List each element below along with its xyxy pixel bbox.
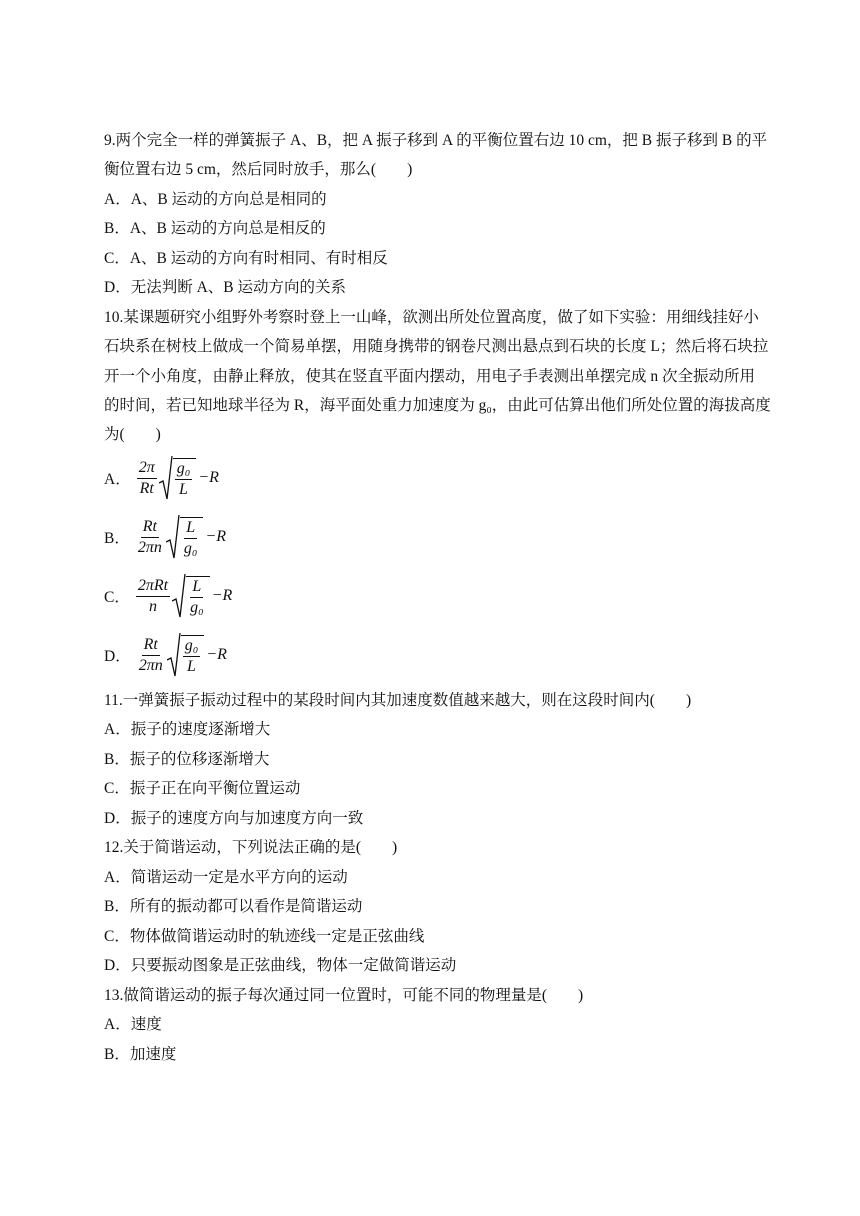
- option-label: A．: [104, 471, 131, 488]
- q11-stem: 11.一弹簧振子振动过程中的某段时间内其加速度数值越来越大，则在这段时间内( ): [104, 692, 692, 709]
- formula: [137, 455, 219, 501]
- fraction-denominator: L: [179, 480, 188, 498]
- coefficient-fraction: [136, 518, 164, 557]
- q11-option-d: D．振子的速度方向与加速度方向一致: [104, 810, 364, 827]
- q10-stem-line1: 10.某课题研究小组野外考察时登上一山峰，欲测出所处位置高度，做了如下实验：用细线挂好小: [104, 309, 759, 326]
- q10-stem-line2: 石块系在树枝上做成一个简易单摆，用随身携带的钢卷尺测出悬点到石块的长度 L；然后将石块拉: [104, 338, 769, 355]
- fraction-denominator: g₀: [183, 539, 198, 557]
- q10-stem-line3: 开一个小角度，由静止释放，使其在竖直平面内摆动，用电子手表测出单摆完成 n 次全振动所用: [104, 368, 756, 385]
- fraction-numerator: g₀: [183, 637, 201, 657]
- coefficient-fraction: [137, 459, 157, 498]
- formula-tail: −R: [198, 469, 219, 486]
- coefficient-fraction: [137, 636, 165, 675]
- q9-option-a: A．A、B 运动的方向总是相同的: [104, 191, 327, 208]
- formula: [137, 632, 227, 678]
- radical-sign-icon: [172, 573, 186, 619]
- formula-tail: −R: [206, 646, 227, 663]
- q11-option-c: C．振子正在向平衡位置运动: [104, 780, 301, 797]
- radical-sign-icon: [166, 514, 180, 560]
- q10-option-d: [104, 629, 227, 681]
- q10-option-a: [104, 452, 219, 504]
- coefficient-fraction: [136, 577, 170, 616]
- option-label: D．: [104, 648, 131, 665]
- q12-option-a: A．简谐运动一定是水平方向的运动: [104, 869, 348, 886]
- fraction-denominator: 2πn: [137, 538, 162, 556]
- q9-stem-line2: 衡位置右边 5 cm，然后同时放手，那么( ): [104, 161, 413, 178]
- q13-stem: 13.做简谐运动的振子每次通过同一位置时，可能不同的物理量是( ): [104, 987, 584, 1004]
- root-fraction: [175, 460, 193, 499]
- root-fraction: [183, 637, 201, 676]
- radical-sign-icon: [159, 455, 173, 501]
- q11-option-b: B．振子的位移逐渐增大: [104, 751, 270, 768]
- q9-option-d: D．无法判断 A、B 运动方向的关系: [104, 279, 346, 296]
- square-root: [166, 514, 204, 560]
- option-label: B．: [104, 530, 130, 547]
- q10-option-c: [104, 570, 232, 622]
- q9-option-c: C．A、B 运动的方向有时相同、有时相反: [104, 250, 388, 267]
- formula-tail: −R: [211, 587, 233, 604]
- root-fraction: [188, 578, 206, 617]
- fraction-denominator: g₀: [190, 598, 204, 616]
- q13-option-b: B．加速度: [104, 1046, 177, 1063]
- q13-option-a: A．速度: [104, 1016, 162, 1033]
- square-root: [159, 455, 197, 501]
- radical-sign-icon: [167, 632, 181, 678]
- q12-option-d: D．只要振动图象是正弦曲线，物体一定做简谐运动: [104, 957, 457, 974]
- q12-option-c: C．物体做简谐运动时的轨迹线一定是正弦曲线: [104, 928, 425, 945]
- q9-stem-line1: 9.两个完全一样的弹簧振子 A、B，把 A 振子移到 A 的平衡位置右边 10 cm，把 B 振子移到 B 的平: [104, 132, 768, 149]
- fraction-numerator: Rt: [141, 518, 159, 538]
- formula-tail: −R: [205, 528, 226, 545]
- fraction-denominator: 2πn: [138, 656, 163, 674]
- root-fraction: [182, 519, 200, 558]
- formula: [136, 573, 232, 619]
- fraction-denominator: L: [187, 657, 196, 675]
- fraction-numerator: 2π: [137, 459, 157, 479]
- q12-stem: 12.关于简谐运动，下列说法正确的是( ): [104, 839, 398, 856]
- fraction-numerator: g₀: [175, 460, 193, 480]
- fraction-numerator: 2πRt: [136, 577, 170, 597]
- formula: [136, 514, 226, 560]
- q10-stem-line4: 的时间，若已知地球半径为 R，海平面处重力加速度为 g₀，由此可估算出他们所处位置的海拔高度: [104, 397, 771, 414]
- square-root: [172, 573, 210, 619]
- q12-option-b: B．所有的振动都可以看作是简谐运动: [104, 898, 363, 915]
- fraction-numerator: Rt: [142, 636, 160, 656]
- fraction-denominator: n: [148, 597, 157, 615]
- q9-option-b: B．A、B 运动的方向总是相反的: [104, 220, 326, 237]
- q10-stem-line5: 为( ): [104, 426, 161, 443]
- square-root: [167, 632, 205, 678]
- option-label: C．: [104, 589, 130, 606]
- q11-option-a: A．振子的速度逐渐增大: [104, 721, 271, 738]
- fraction-denominator: Rt: [139, 479, 154, 497]
- fraction-numerator: L: [190, 578, 203, 598]
- q10-option-b: [104, 511, 226, 563]
- fraction-numerator: L: [184, 519, 197, 539]
